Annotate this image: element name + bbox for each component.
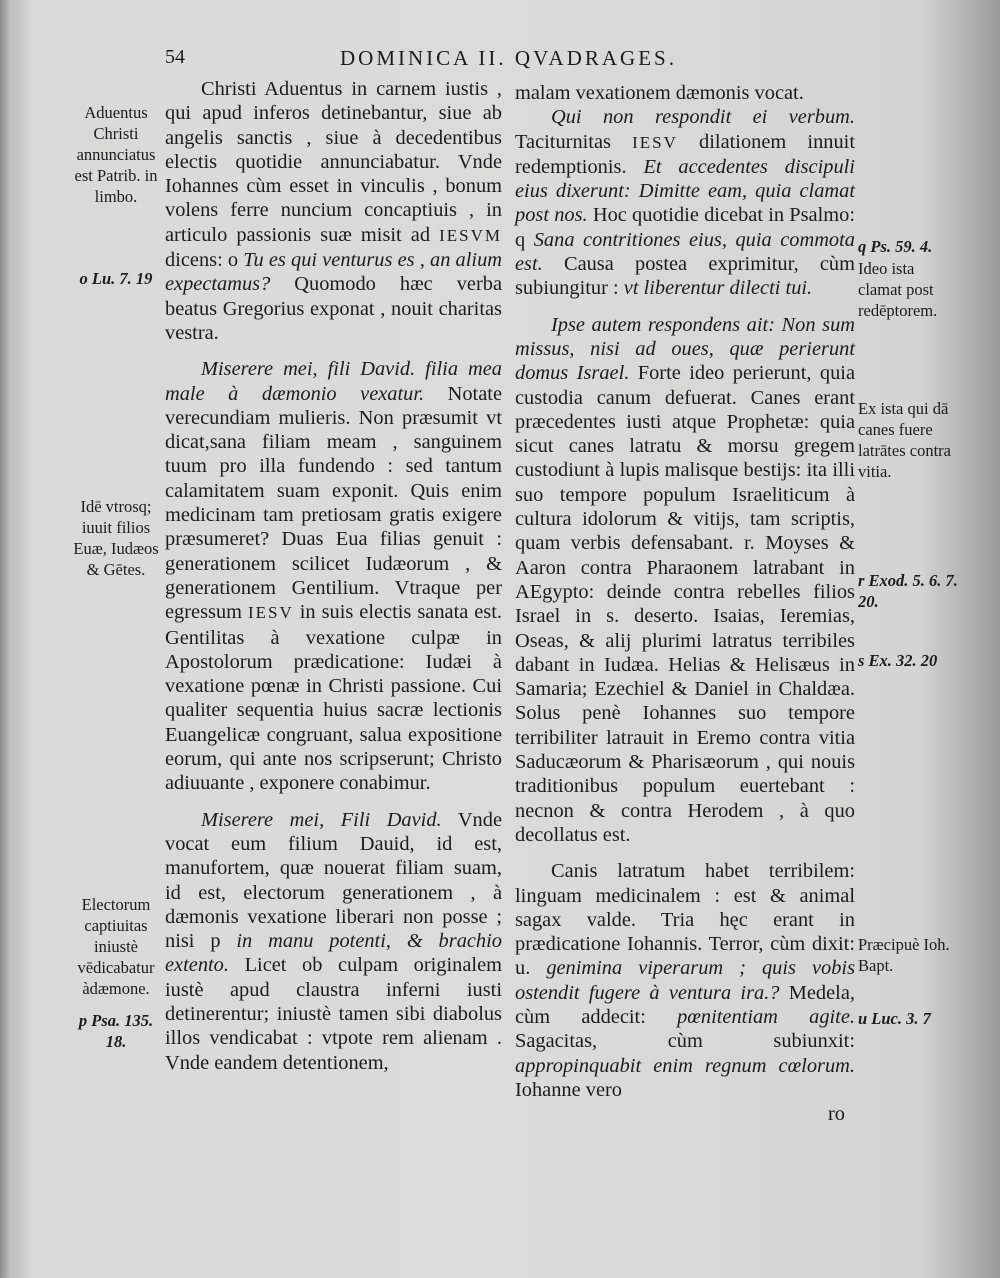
margin-note-aduentus: Aduentus Christi annunciatus est Patrib. in limbo.	[74, 103, 158, 206]
text-run: in suis electis sanata est. Gentilitas à vexatione culpæ in Apostolorum prædicatione: Iudæi à vexatione pœnæ in Christi passione. Cui qualiter sequentia huius sacræ lectionis Euangelicæ congruant, salua expositione eorum, qui ante nos scripserunt; Christo adiuuante , exponere conabimur.	[165, 601, 502, 795]
margin-ref-exodus-32: s Ex. 32. 20	[858, 651, 938, 670]
text-run: Christi Aduentus in carnem iustis , qui apud inferos detinebantur, siue ab angelis sanctis , siue à decedentibus electis quotidie annunciabatur. Vnde Iohannes cùm esset in vinculis , bonum volens ferre nuncium concaptiuis , in articulo passionis suæ misit ad	[165, 78, 502, 246]
text-column-left	[165, 77, 502, 1075]
text-run: genimina viperarum ; quis vobis ostendit fugere à ventura ira.?	[515, 957, 855, 1004]
text-run: IESVM	[439, 225, 502, 245]
paragraph	[515, 81, 855, 105]
margin-ref-exodus-5: r Exod. 5. 6. 7. 20.	[858, 571, 958, 611]
margin-ref-psalm-59: q Ps. 59. 4.	[858, 237, 933, 256]
text-run: Sagacitas, cùm subiunxit:	[515, 1030, 855, 1053]
catchword: ro	[828, 1103, 845, 1126]
text-run: Licet ob culpam originalem iustè apud claustra inferni iusti detinerentur; iniustè tamen sibi diabolus illos vendicabat : vtpote rem alienam . Vnde eandem detentionem,	[165, 954, 502, 1074]
paragraph	[515, 313, 855, 848]
text-run: Causa postea exprimitur, cùm subiungitur :	[515, 253, 855, 300]
page-number: 54	[165, 46, 185, 68]
margin-note-idem: Idē vtrosq; iuuit filios Euæ, Iudæos & Gētes.	[73, 497, 159, 579]
margin-ref-luke: o Lu. 7. 19	[79, 269, 153, 288]
paragraph	[165, 808, 502, 1075]
text-run: Notate verecundiam mulieris. Non præsumit vt dicat,sana filiam meam , sanguinem tuum pro illa fundendo : sed tantum calamitatem suam exponit. Quis enim medicinam tam pretiosam gratis exigere præsumeret? Duas Eua filias genuit : generationem scilicet Iudæorum , & generationem Gentilium. Vtraque per egressum	[165, 382, 502, 624]
margin-note-ideo: Ideo ista clamat post redēptorem.	[858, 259, 938, 320]
text-run: dicens: o	[165, 249, 244, 272]
text-run: Iohanne vero	[515, 1078, 623, 1101]
text-run: vt liberentur dilecti tui.	[623, 277, 813, 300]
text-run: Et accedentes discipuli eius dixerunt: Dimitte eam, quia clamat post nos.	[515, 155, 855, 227]
text-run: Qui non respondit ei verbum.	[551, 106, 855, 129]
text-run: Vnde vocat eum filium Dauid, id est, manufortem, quæ nouerat filiam suam, id est, electorum generationem , à dæmonis vexatione liberari non posse ; nisi p	[165, 808, 502, 953]
paragraph	[515, 859, 855, 1102]
text-run: Medela, cùm addecit:	[515, 981, 855, 1028]
paragraph	[515, 105, 855, 300]
text-column-right	[515, 81, 855, 1126]
text-run: Quomodo hæc verba beatus Gregorius exponat , nouit charitas vestra.	[165, 273, 502, 344]
text-run: Ipse autem respondens ait: Non sum missus, nisi ad oues, quæ perierunt domus Israel.	[515, 313, 855, 385]
text-run: Canis latratum habet terribilem: linguam medicinalem : est & animal sagax valde. Tria hęc erant in prædicatione Iohannis. Terror, cùm dixit: u.	[515, 860, 855, 980]
text-run: Miserere mei, fili David. filia mea male à dæmonio vexatur.	[165, 358, 502, 405]
paragraph	[165, 357, 502, 795]
text-run: Taciturnitas	[515, 130, 611, 153]
text-run: Forte ideo perierunt, quia custodia canum defuerat. Canes erant præcedentes iusti atque Prophetæ: quia sicut canes latratu & morsu gregem custodiunt à lupis malisque bestijs: ita illi suo tempore populum Israeliticum à cultura idolorum & vitijs, tam scriptis, quam verbis defensabant. r. Moyses & Aaron contra Pharaonem latrabant in AEgypto: deinde contra rebelles filios Israel in s. deserto. Isaias, Ieremias, Oseas, & alij plurimi latratus terribiles dabant in Iudæa. Helias & Helisæus in Samaria; Ezechiel & Daniel in Chaldæa. Solus penè Iohannes suo tempore terribiliter latrauit in Eremo contra vitia Saducæorum & Pharisæorum , qui nouis traditionibus populum euertebant : necnon & contra Herodem , à quo decollatus est.	[515, 362, 855, 846]
text-run: Sana contritiones eius, quia commota est.	[515, 228, 855, 276]
margin-note-electorum: Electorum captiuitas iniustè vēdicabatur àdæmone.	[77, 895, 155, 998]
text-run: Hoc quotidie dicebat in Psalmo: q	[515, 204, 855, 251]
running-title: DOMINICA II. QVADRAGES.	[340, 46, 677, 70]
paragraph	[165, 77, 502, 345]
margin-ref-psalm: p Psa. 135. 18.	[78, 1011, 154, 1051]
text-run: Miserere mei, Fili David.	[201, 808, 442, 831]
text-run: Tu es qui venturus es , an alium expectamus?	[165, 249, 502, 296]
margin-note-praecipue: Præcipuè Ioh. Bapt.	[858, 935, 950, 975]
page-header	[0, 46, 1000, 76]
text-run: in manu potenti, & brachio extento.	[165, 930, 502, 977]
text-run: malam vexationem dæmonis vocat.	[515, 82, 804, 104]
text-run: IESV	[632, 132, 678, 152]
text-run: pœnitentiam agite.	[677, 1005, 855, 1028]
text-run: appropinquabit enim regnum cœlorum.	[515, 1054, 855, 1077]
text-run: dilationem innuit redemptionis.	[515, 130, 855, 178]
margin-ref-luke-3: u Luc. 3. 7	[858, 1009, 931, 1028]
margin-note-canes: Ex ista qui dā canes fuere latrātes contra vitia.	[858, 399, 951, 481]
text-run: IESV	[248, 603, 294, 623]
